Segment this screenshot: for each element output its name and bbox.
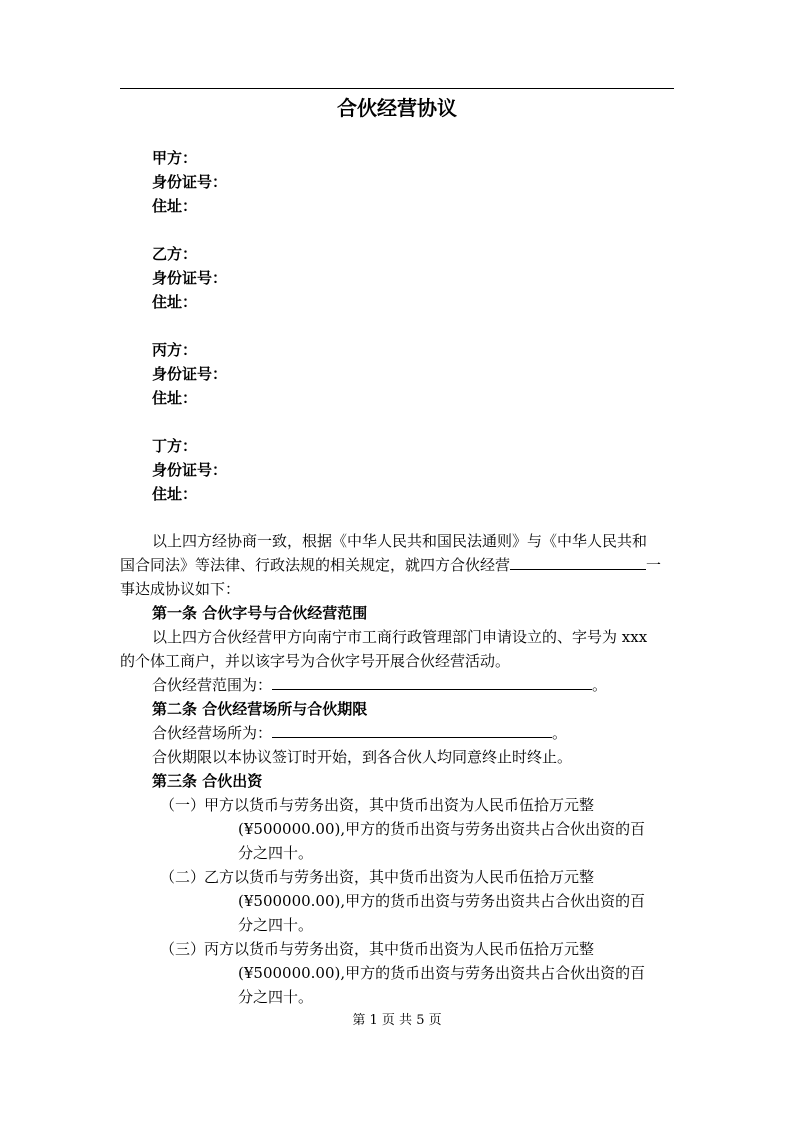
party-d-label: 丁方： xyxy=(152,437,198,455)
party-b-label: 乙方： xyxy=(152,245,198,263)
scope-blank[interactable] xyxy=(272,673,592,690)
party-block-b xyxy=(152,242,227,314)
contribution-item-line-2: (¥500000.00),甲方的货币出资与劳务出资共占合伙出资的百 xyxy=(238,964,646,982)
contribution-item-label: （一） xyxy=(160,796,206,814)
contribution-item-line-1: 甲方以货币与劳务出资，其中货币出资为人民币伍拾万元整 xyxy=(204,796,595,814)
intro-line-2 xyxy=(120,553,676,577)
term-line: 合伙期限以本协议签订时开始，到各合伙人均同意终止时终止。 xyxy=(152,748,573,766)
party-c-id-label: 身份证号： xyxy=(152,365,228,383)
party-c-label: 丙方： xyxy=(152,341,198,359)
contribution-item xyxy=(120,865,676,937)
party-b-id-label: 身份证号： xyxy=(152,269,228,287)
contribution-item-line-3: 分之四十。 xyxy=(238,844,314,862)
place-end: 。 xyxy=(552,724,568,742)
party-a-label: 甲方： xyxy=(152,149,198,167)
party-block-a xyxy=(152,146,227,218)
contribution-item-label: （三） xyxy=(160,940,206,958)
article-1-line-2: 的个体工商户，并以该字号为合伙字号开展合伙经营活动。 xyxy=(120,652,511,670)
contribution-item-line-1: 丙方以货币与劳务出资，其中货币出资为人民币伍拾万元整 xyxy=(204,940,595,958)
article-2-heading: 第二条 合伙经营场所与合伙期限 xyxy=(152,700,368,718)
place-blank[interactable] xyxy=(272,721,552,738)
party-a-id-label: 身份证号： xyxy=(152,173,228,191)
contribution-item xyxy=(120,937,676,1009)
intro-line-3: 事达成协议如下： xyxy=(120,580,241,598)
business-blank[interactable] xyxy=(510,553,646,570)
intro-line-1: 以上四方经协商一致，根据《中华人民共和国民法通则》与《中华人民共和 xyxy=(152,532,648,550)
party-d-address-label: 住址： xyxy=(152,485,198,503)
party-d-id-label: 身份证号： xyxy=(152,461,228,479)
contribution-item-line-1: 乙方以货币与劳务出资，其中货币出资为人民币伍拾万元整 xyxy=(204,868,595,886)
article-3-heading: 第三条 合伙出资 xyxy=(152,772,263,790)
document-title: 合伙经营协议 xyxy=(337,96,457,120)
party-block-c xyxy=(152,338,227,410)
contribution-item-label: （二） xyxy=(160,868,206,886)
contribution-item-line-3: 分之四十。 xyxy=(238,988,314,1006)
scope-end: 。 xyxy=(592,676,608,694)
contribution-item xyxy=(120,793,676,865)
contribution-item-line-2: (¥500000.00),甲方的货币出资与劳务出资共占合伙出资的百 xyxy=(238,892,646,910)
contribution-item-line-2: (¥500000.00),甲方的货币出资与劳务出资共占合伙出资的百 xyxy=(238,820,646,838)
party-a-address-label: 住址： xyxy=(152,197,198,215)
intro-line-2-text: 国合同法》等法律、行政法规的相关规定，就四方合伙经营 xyxy=(120,556,511,574)
article-1-line-1: 以上四方合伙经营甲方向南宁市工商行政管理部门申请设立的、字号为 xxx xyxy=(152,628,648,646)
party-c-address-label: 住址： xyxy=(152,389,198,407)
party-b-address-label: 住址： xyxy=(152,293,198,311)
scope-label: 合伙经营范围为： xyxy=(152,676,273,694)
article-1-heading: 第一条 合伙字号与合伙经营范围 xyxy=(152,604,368,622)
scope-line xyxy=(120,673,676,697)
contribution-item-line-3: 分之四十。 xyxy=(238,916,314,934)
place-line xyxy=(120,721,676,745)
agreement-body xyxy=(120,529,676,1009)
party-block-d xyxy=(152,434,227,506)
intro-line-2-end: 一 xyxy=(646,556,662,574)
header-rule xyxy=(120,88,674,89)
page-footer: 第 1 页 共 5 页 xyxy=(352,1013,442,1028)
place-label: 合伙经营场所为： xyxy=(152,724,273,742)
